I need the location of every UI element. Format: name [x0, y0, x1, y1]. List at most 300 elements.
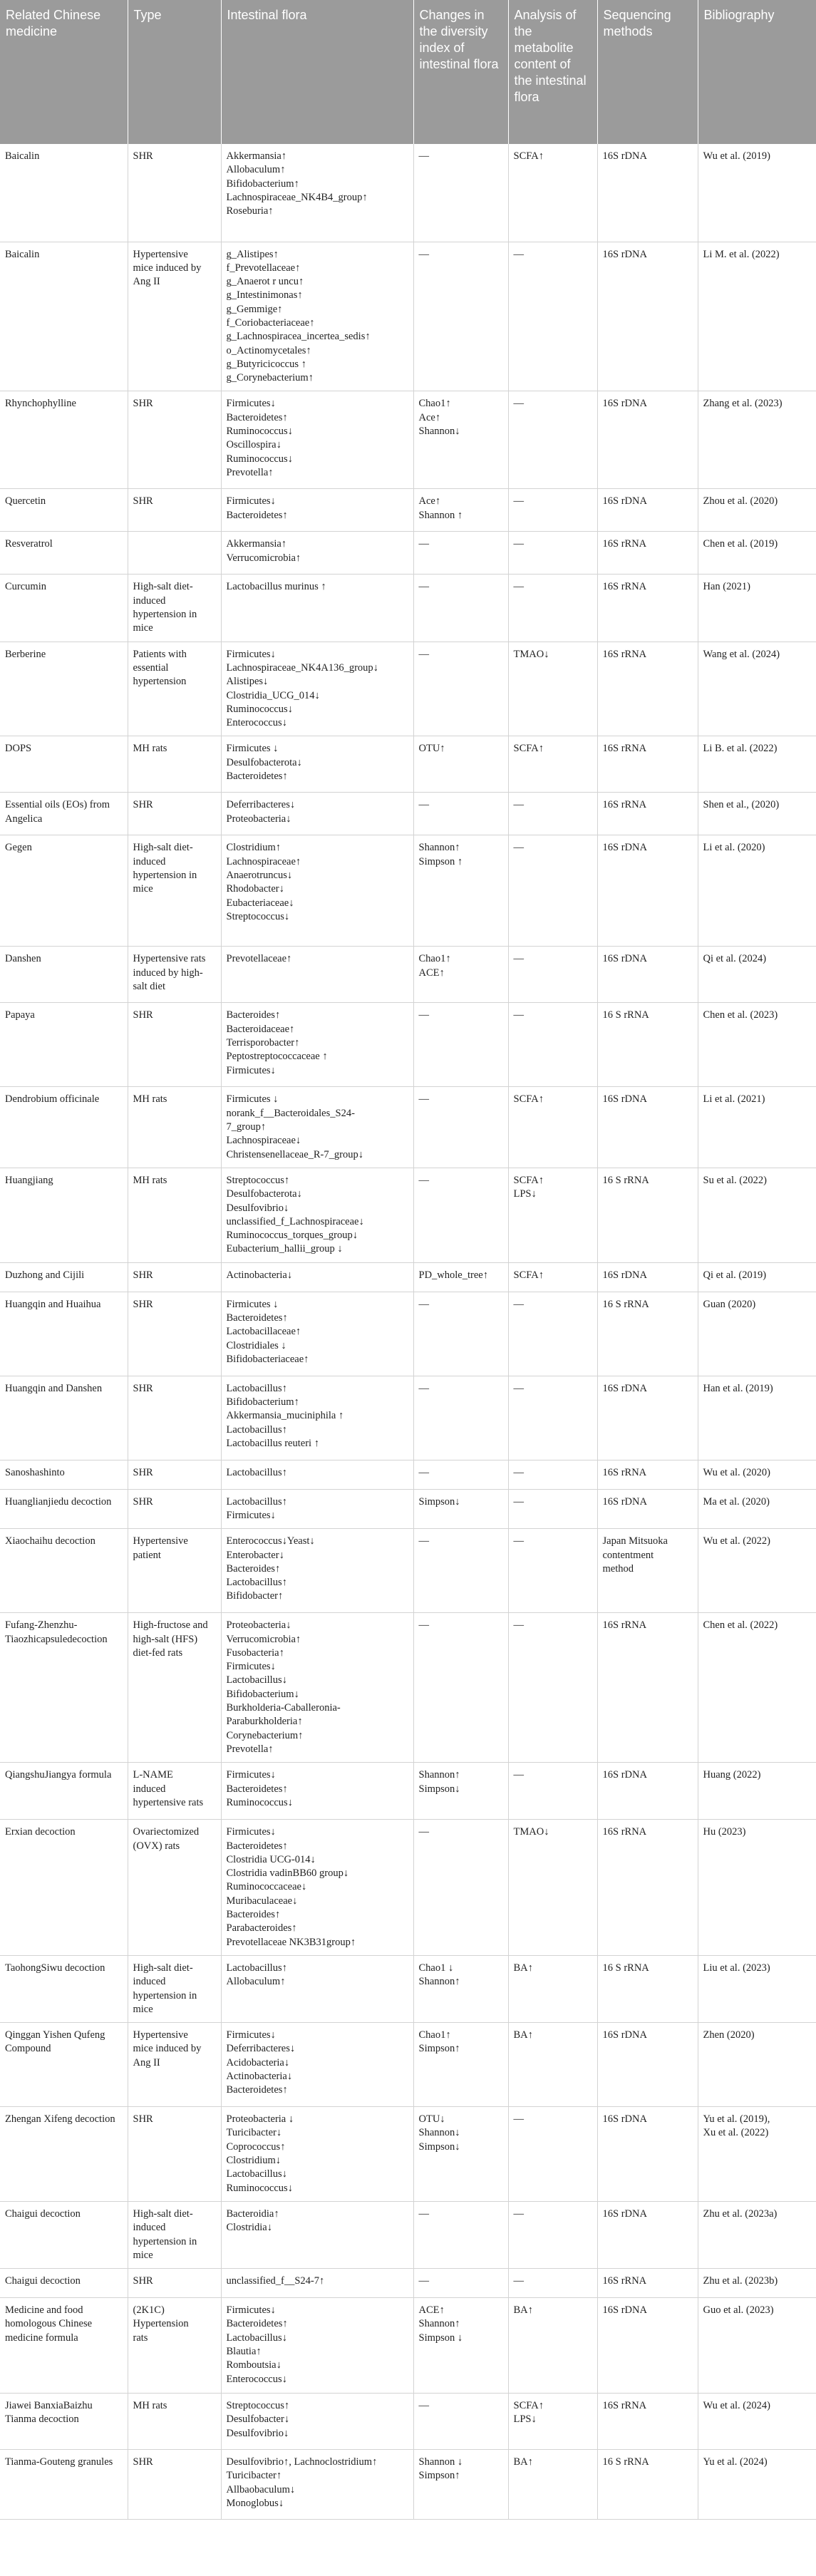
cell-diversity [413, 1460, 508, 1489]
cell-flora [221, 1613, 413, 1763]
diversity-line: Shannon ↑ [418, 509, 463, 521]
cell-sequencing [597, 1955, 698, 2022]
cell-flora [221, 793, 413, 835]
type-line: hypertension in [133, 870, 197, 882]
flora-line: Firmicutes↓ [226, 398, 276, 410]
cell-medicine [0, 532, 128, 575]
cell-sequencing [597, 242, 698, 391]
diversity-line: Simpson ↑ [418, 855, 463, 867]
cell-sequencing [597, 2269, 698, 2298]
cell-metabolite [508, 736, 597, 793]
metabolite-line: SCFA↑ [513, 1269, 544, 1281]
metabolite-line: — [513, 581, 524, 593]
flora-line: Streptococcus↑ [226, 2400, 290, 2412]
diversity-line: Simpson↑ [418, 2043, 460, 2055]
medicine-text: Medicine and food homologous Chinese medicine formula [5, 2304, 93, 2344]
bibliography-line: Yu et al. (2024) [703, 2456, 768, 2468]
medicine-text: Sanoshashinto [5, 1466, 65, 1478]
sequencing-line: 16 S rRNA [602, 1298, 649, 1310]
cell-sequencing [597, 144, 698, 242]
flora-line: Deferribacteres↓ [226, 799, 296, 811]
diversity-line: Shannon↑ [418, 1976, 460, 1988]
diversity-line: Chao1↑ [418, 398, 451, 410]
cell-type [128, 1292, 221, 1376]
table-row [0, 2450, 816, 2520]
flora-line: Desulfovibrio↓ [226, 1202, 289, 1214]
flora-line: Desulfovibrio↑, Lachnoclostridium↑ [226, 2456, 378, 2468]
cell-type [128, 2107, 221, 2202]
cell-diversity [413, 1763, 508, 1820]
type-line: MH rats [133, 743, 167, 755]
cell-bibliography [698, 2023, 816, 2107]
cell-medicine [0, 947, 128, 1003]
flora-line: Clostridia↓ [226, 2222, 272, 2234]
cell-type [128, 1087, 221, 1168]
cell-medicine [0, 835, 128, 947]
flora-line: Bifidobacterium↓ [226, 1688, 299, 1700]
table-row [0, 144, 816, 242]
flora-line: Firmicutes ↓ [226, 1298, 279, 1310]
flora-line: Lachnospiraceae_NK4B4_group↑ [226, 191, 368, 203]
bibliography-line: Liu et al. (2023) [703, 1962, 770, 1974]
cell-bibliography [698, 1489, 816, 1529]
cell-medicine [0, 1460, 128, 1489]
header-type: Type [128, 0, 221, 144]
cell-flora [221, 1262, 413, 1292]
cell-metabolite [508, 242, 597, 391]
flora-line: Lactobacillus murinus ↑ [226, 581, 326, 593]
flora-line: Christensenellaceae_R-7_group↓ [226, 1148, 363, 1160]
type-line: hypertension in [133, 2235, 197, 2247]
metabolite-line: — [513, 1009, 524, 1021]
cell-sequencing [597, 1763, 698, 1820]
flora-line: Lactobacillaceae↑ [226, 1326, 301, 1338]
flora-line: Firmicutes↓ [226, 495, 276, 508]
flora-line: g_Alistipes↑ [226, 248, 279, 260]
cell-type [128, 489, 221, 532]
table-row [0, 793, 816, 835]
cell-bibliography [698, 489, 816, 532]
flora-line: Allobaculum↑ [226, 164, 286, 176]
flora-line: Allobaculum↑ [226, 1976, 286, 1988]
cell-diversity [413, 1003, 508, 1087]
cell-flora [221, 736, 413, 793]
flora-line: Bacteroidetes↑ [226, 509, 288, 521]
cell-flora [221, 2450, 413, 2520]
cell-bibliography [698, 1460, 816, 1489]
cell-medicine [0, 391, 128, 489]
flora-line: Ruminococcus↓ [226, 1796, 293, 1808]
cell-type [128, 144, 221, 242]
cell-type [128, 391, 221, 489]
type-line: patient [133, 1549, 161, 1561]
medicine-text: Huangqin and Huaihua [5, 1298, 101, 1310]
cell-metabolite [508, 1613, 597, 1763]
flora-line: f_Coriobacteriaceae↑ [226, 316, 315, 329]
type-line: diet-fed rats [133, 1647, 183, 1659]
medicine-text: Duzhong and Cijili [5, 1269, 85, 1281]
cell-diversity [413, 489, 508, 532]
table-row [0, 1003, 816, 1087]
header-flora: Intestinal flora [221, 0, 413, 144]
diversity-line: — [418, 799, 429, 811]
cell-diversity [413, 391, 508, 489]
table-row [0, 736, 816, 793]
flora-line: Firmicutes ↓ [226, 1093, 279, 1106]
medicine-text: Curcumin [5, 581, 46, 593]
flora-line: Proteobacteria↓ [226, 1619, 291, 1632]
table-row [0, 575, 816, 642]
diversity-line: — [418, 648, 429, 660]
type-line: MH rats [133, 1093, 167, 1106]
flora-line: g_Corynebacterium↑ [226, 372, 314, 384]
cell-diversity [413, 2269, 508, 2298]
cell-sequencing [597, 489, 698, 532]
cell-diversity [413, 835, 508, 947]
flora-line: Lactobacillus↓ [226, 2332, 287, 2344]
flora-line: Corynebacterium↑ [226, 1729, 304, 1741]
flora-line: Bacteroidetes↑ [226, 1783, 288, 1795]
flora-line: Akkermansia_muciniphila ↑ [226, 1410, 344, 1422]
table-row [0, 242, 816, 391]
type-line: High-salt diet- [133, 581, 193, 593]
flora-line: Ruminococcus↓ [226, 703, 293, 715]
cell-type [128, 1003, 221, 1087]
header-medicine: Related Chinese medicine [0, 0, 128, 144]
cell-type [128, 1955, 221, 2022]
bibliography-line: Yu et al. (2019), [703, 2113, 770, 2126]
type-line: Hypertensive rats [133, 953, 206, 965]
flora-line: Lachnospiraceae↑ [226, 855, 301, 867]
flora-line: Ruminococcaceae↓ [226, 1881, 307, 1893]
diversity-line: Simpson ↓ [418, 2332, 463, 2344]
diversity-line: — [418, 1466, 429, 1478]
cell-flora [221, 1460, 413, 1489]
bibliography-line: Qi et al. (2019) [703, 1269, 767, 1281]
type-line: Hypertension [133, 2318, 189, 2330]
bibliography-line: Wu et al. (2022) [703, 1535, 770, 1547]
type-line: salt diet [133, 981, 166, 993]
cell-medicine [0, 736, 128, 793]
flora-line: Bacteroidetes↑ [226, 771, 288, 783]
type-line: SHR [133, 1298, 153, 1310]
cell-metabolite [508, 2298, 597, 2394]
table-row [0, 835, 816, 947]
cell-flora [221, 2201, 413, 2268]
diversity-line: — [418, 581, 429, 593]
sequencing-line: 16S rRNA [602, 2400, 647, 2412]
cell-metabolite [508, 2450, 597, 2520]
cell-diversity [413, 1529, 508, 1613]
table-row [0, 1262, 816, 1292]
flora-line: Verrucomicrobia↑ [226, 552, 301, 564]
cell-diversity [413, 242, 508, 391]
medicine-text: Baicalin [5, 248, 40, 260]
sequencing-line: 16 S rRNA [602, 1009, 649, 1021]
cell-type [128, 242, 221, 391]
cell-metabolite [508, 1529, 597, 1613]
metabolite-line: LPS↓ [513, 2413, 537, 2426]
cell-diversity [413, 2394, 508, 2450]
flora-line: f_Prevotellaceae↑ [226, 262, 301, 274]
cell-sequencing [597, 1003, 698, 1087]
type-line: SHR [133, 1269, 153, 1281]
diversity-line: — [418, 1174, 429, 1186]
type-line: Ang II [133, 276, 160, 288]
diversity-line: OTU↑ [418, 743, 445, 755]
bibliography-line: Guo et al. (2023) [703, 2304, 774, 2317]
cell-type [128, 1613, 221, 1763]
cell-bibliography [698, 242, 816, 391]
type-line: High-salt diet- [133, 1962, 193, 1974]
sequencing-line: 16S rDNA [602, 2113, 647, 2126]
sequencing-line: 16S rDNA [602, 398, 647, 410]
metabolite-line: BA↑ [513, 1962, 533, 1974]
diversity-line: Shannon↑ [418, 842, 460, 854]
flora-line: Bacteroidetes↑ [226, 2318, 288, 2330]
cell-sequencing [597, 1820, 698, 1956]
diversity-line: Ace↑ [418, 411, 441, 423]
cell-diversity [413, 2107, 508, 2202]
table-row [0, 2023, 816, 2107]
diversity-line: ACE↑ [418, 2304, 445, 2317]
diversity-line: — [418, 1382, 429, 1394]
cell-sequencing [597, 2023, 698, 2107]
cell-diversity [413, 642, 508, 736]
cell-bibliography [698, 2450, 816, 2520]
flora-line: Acidobacteria↓ [226, 2056, 290, 2068]
type-line: SHR [133, 1466, 153, 1478]
flora-line: Streptococcus↓ [226, 910, 290, 922]
sequencing-line: 16S rRNA [602, 743, 647, 755]
flora-line: Desulfobacterota↓ [226, 756, 302, 768]
diversity-line: — [418, 248, 429, 260]
flora-line: Firmicutes↓ [226, 1064, 276, 1076]
flora-line: Bifidobacteriaceae↑ [226, 1353, 309, 1365]
type-line: SHR [133, 495, 153, 508]
cell-flora [221, 1955, 413, 2022]
cell-bibliography [698, 1529, 816, 1613]
cell-type [128, 1168, 221, 1262]
table-row [0, 947, 816, 1003]
table-row [0, 1087, 816, 1168]
cell-bibliography [698, 793, 816, 835]
metabolite-line: — [513, 953, 524, 965]
table-row [0, 1376, 816, 1460]
cell-metabolite [508, 2201, 597, 2268]
flora-line: Clostridia vadinBB60 group↓ [226, 1867, 349, 1880]
flora-line: Lactobacillus↑ [226, 1382, 287, 1394]
table-row [0, 1613, 816, 1763]
cell-bibliography [698, 1292, 816, 1376]
cell-metabolite [508, 1292, 597, 1376]
bibliography-line: Wu et al. (2020) [703, 1466, 770, 1478]
sequencing-line: 16S rDNA [602, 2207, 647, 2220]
cell-diversity [413, 1262, 508, 1292]
flora-line: Enterococcus↓ [226, 2373, 287, 2385]
flora-line: Coprococcus↑ [226, 2140, 286, 2153]
cell-sequencing [597, 2394, 698, 2450]
diversity-line: Simpson↓ [418, 1495, 460, 1508]
cell-medicine [0, 1087, 128, 1168]
table-row [0, 1763, 816, 1820]
cell-medicine [0, 489, 128, 532]
flora-line: unclassified_f_Lachnospiraceae↓ [226, 1215, 364, 1227]
cell-metabolite [508, 575, 597, 642]
sequencing-line: 16S rDNA [602, 2029, 647, 2041]
cell-bibliography [698, 736, 816, 793]
sequencing-line: 16S rRNA [602, 2275, 647, 2287]
type-line: rats [133, 2332, 148, 2344]
metabolite-line: SCFA↑ [513, 1174, 544, 1186]
cell-type [128, 2450, 221, 2520]
flora-line: Ruminococcus↓ [226, 426, 293, 438]
cell-flora [221, 2394, 413, 2450]
medicine-text: Papaya [5, 1009, 35, 1021]
medicine-text: Quercetin [5, 495, 46, 508]
cell-bibliography [698, 1003, 816, 1087]
cell-flora [221, 575, 413, 642]
bibliography-line: Han (2021) [703, 581, 750, 593]
header-bibliography: Bibliography [698, 0, 816, 144]
cell-sequencing [597, 1292, 698, 1376]
cell-metabolite [508, 2269, 597, 2298]
flora-line: g_Gemmige↑ [226, 303, 283, 315]
cell-diversity [413, 575, 508, 642]
cell-metabolite [508, 1168, 597, 1262]
sequencing-line: 16S rDNA [602, 1769, 647, 1781]
flora-line: Turicibacter↑ [226, 2470, 282, 2482]
cell-sequencing [597, 835, 698, 947]
cell-metabolite [508, 1376, 597, 1460]
sequencing-line: 16S rDNA [602, 1382, 647, 1394]
bibliography-line: Guan (2020) [703, 1298, 756, 1310]
cell-metabolite [508, 1763, 597, 1820]
cell-bibliography [698, 2298, 816, 2394]
cell-sequencing [597, 1613, 698, 1763]
cell-medicine [0, 1292, 128, 1376]
cell-diversity [413, 2298, 508, 2394]
cell-bibliography [698, 144, 816, 242]
flora-line: Lachnospiraceae↓ [226, 1135, 301, 1147]
flora-line: Eubacterium_hallii_group ↓ [226, 1243, 343, 1255]
flora-line: Deferribacteres↓ [226, 2043, 296, 2055]
cell-type [128, 1460, 221, 1489]
type-line: hypertension in [133, 1989, 197, 2001]
cell-type [128, 2201, 221, 2268]
cell-metabolite [508, 1489, 597, 1529]
metabolite-line: — [513, 1298, 524, 1310]
type-line: mice induced by [133, 262, 202, 274]
cell-bibliography [698, 1087, 816, 1168]
flora-line: o_Actinomycetales↑ [226, 344, 311, 356]
sequencing-line: 16S rRNA [602, 1466, 647, 1478]
cell-diversity [413, 947, 508, 1003]
cell-bibliography [698, 1613, 816, 1763]
cell-medicine [0, 1489, 128, 1529]
flora-line: Alistipes↓ [226, 676, 269, 688]
flora-line: Bacteroidetes↑ [226, 1312, 288, 1324]
cell-flora [221, 1087, 413, 1168]
type-line: (2K1C) [133, 2304, 165, 2317]
cell-diversity [413, 2201, 508, 2268]
metabolite-line: — [513, 2113, 524, 2126]
diversity-line: — [418, 1619, 429, 1632]
bibliography-line: Wang et al. (2024) [703, 648, 780, 660]
diversity-line: — [418, 2275, 429, 2287]
metabolite-line: SCFA↑ [513, 1093, 544, 1106]
cell-flora [221, 1292, 413, 1376]
table-row [0, 2107, 816, 2202]
type-line: MH rats [133, 1174, 167, 1186]
cell-metabolite [508, 947, 597, 1003]
flora-line: Firmicutes↓ [226, 1661, 276, 1673]
diversity-line: — [418, 1093, 429, 1106]
diversity-line: Shannon ↓ [418, 2456, 463, 2468]
cell-bibliography [698, 2201, 816, 2268]
type-line: Hypertensive [133, 248, 188, 260]
header-row [0, 0, 816, 144]
table-row [0, 2298, 816, 2394]
diversity-line: — [418, 538, 429, 550]
type-line: SHR [133, 2275, 153, 2287]
diversity-line: Shannon↓ [418, 426, 460, 438]
bibliography-line: Zhen (2020) [703, 2029, 755, 2041]
cell-metabolite [508, 1955, 597, 2022]
cell-flora [221, 2269, 413, 2298]
medicine-text: Erxian decoction [5, 1826, 76, 1838]
medicine-text: Chaigui decoction [5, 2275, 81, 2287]
cell-medicine [0, 575, 128, 642]
cell-type [128, 1763, 221, 1820]
diversity-line: — [418, 150, 429, 162]
cell-sequencing [597, 1087, 698, 1168]
cell-sequencing [597, 2450, 698, 2520]
metabolite-line: SCFA↑ [513, 743, 544, 755]
cell-diversity [413, 1489, 508, 1529]
flora-line: Lachnospiraceae_NK4A136_group↓ [226, 661, 378, 674]
flora-line: Bacteroidetes↑ [226, 411, 288, 423]
cell-medicine [0, 2269, 128, 2298]
diversity-line: — [418, 2400, 429, 2412]
flora-line: Blautia↑ [226, 2345, 262, 2357]
cell-sequencing [597, 1376, 698, 1460]
type-line: (OVX) rats [133, 1840, 180, 1852]
flora-line: Enterococcus↓ [226, 717, 287, 729]
medicine-text: QiangshuJiangya formula [5, 1769, 112, 1781]
bibliography-line: Chen et al. (2023) [703, 1009, 778, 1021]
cell-medicine [0, 1763, 128, 1820]
diversity-line: — [418, 1298, 429, 1310]
cell-metabolite [508, 1087, 597, 1168]
table-row [0, 2269, 816, 2298]
type-line: MH rats [133, 2400, 167, 2412]
flora-line: Burkholderia-Caballeronia- [226, 1702, 341, 1714]
metabolite-line: — [513, 799, 524, 811]
bibliography-line: Hu (2023) [703, 1826, 746, 1838]
cell-flora [221, 391, 413, 489]
flora-line: Enterococcus↓Yeast↓ [226, 1535, 315, 1547]
bibliography-line: Zhu et al. (2023b) [703, 2275, 778, 2287]
flora-line: g_Intestinimonas↑ [226, 289, 303, 302]
metabolite-line: — [513, 1769, 524, 1781]
cell-flora [221, 242, 413, 391]
type-line: hypertensive rats [133, 1796, 204, 1808]
diversity-line: PD_whole_tree↑ [418, 1269, 488, 1281]
bibliography-line: Han et al. (2019) [703, 1382, 773, 1394]
table-row [0, 1489, 816, 1529]
metabolite-line: BA↑ [513, 2456, 533, 2468]
